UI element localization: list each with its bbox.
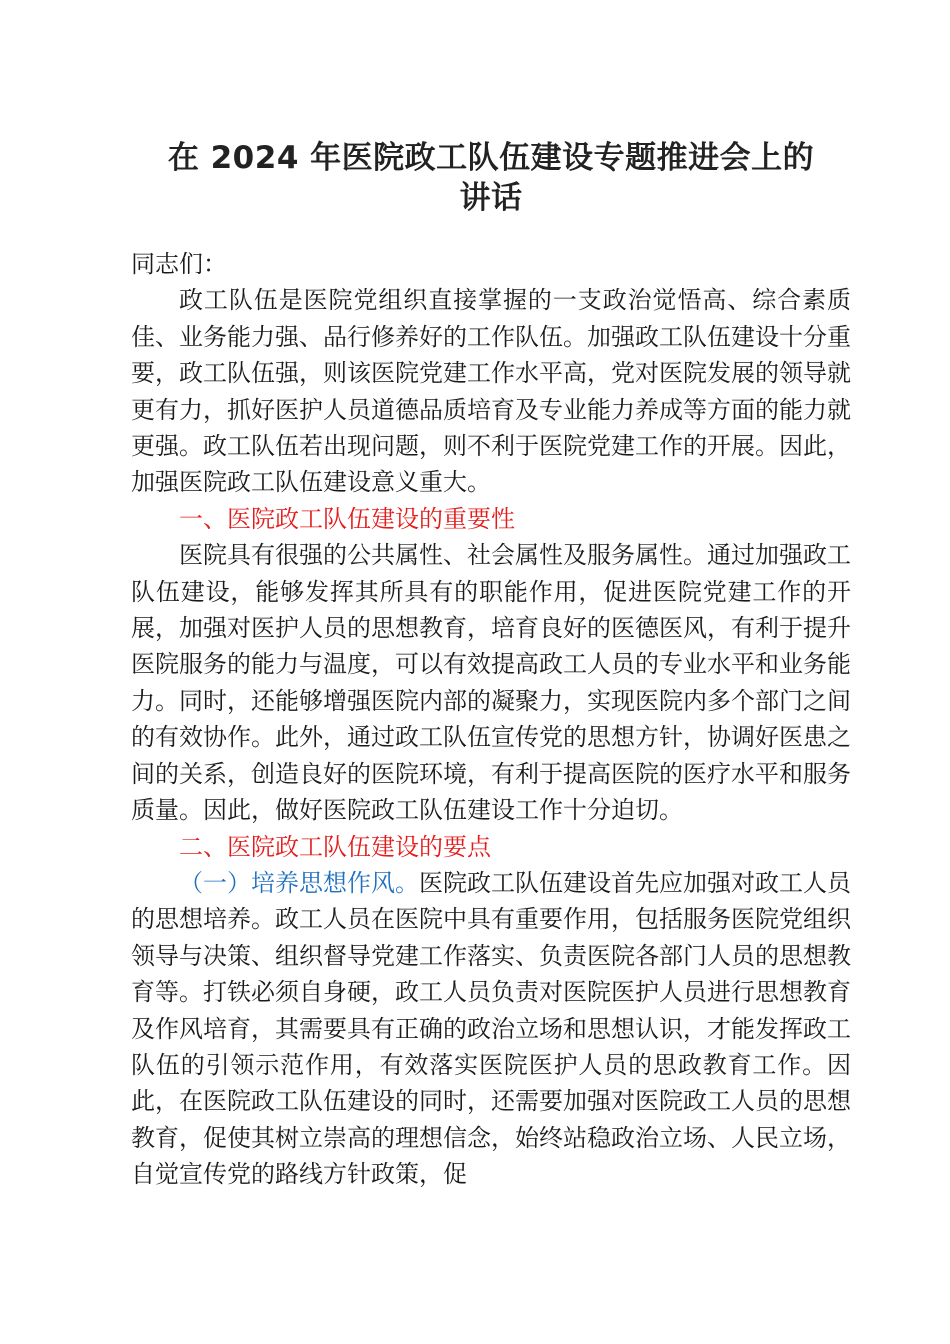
title-line-1: 在 2024 年医院政工队伍建设专题推进会上的: [167, 140, 815, 176]
subsection-1-heading: （一）培养思想作风。: [179, 868, 419, 897]
section-2-heading: 二、医院政工队伍建设的要点: [179, 832, 491, 861]
title-line-2: 讲话: [459, 180, 523, 216]
salutation: 同志们：: [131, 250, 227, 278]
subsection-1-paragraph: [131, 865, 851, 1193]
subsection-1-text: 医院政工队伍建设首先应加强对政工人员的思想培养。政工人员在医院中具有重要作用，包括服务医院党组织领导与决策、组织督导党建工作落实、负责医院各部门人员的思想教育等。打铁必须自身硬，政工人员负责对医院医护人员进行思想教育及作风培育，其需要具有正确的政治立场和思想认识，才能发挥政工队伍的引领示范作用，有效落实医院医护人员的思政教育工作。因此，在医院政工队伍建设的同时，还需要加强对医院政工人员的思想教育，促使其树立崇高的理想信念，始终站稳政治立场、人民立场，自觉宣传党的路线方针政策，促: [131, 868, 851, 1189]
document-body: [131, 246, 851, 1193]
section-1-heading: 一、医院政工队伍建设的重要性: [179, 504, 515, 533]
intro-paragraph: 政工队伍是医院党组织直接掌握的一支政治觉悟高、综合素质佳、业务能力强、品行修养好的工作队伍。加强政工队伍建设十分重要，政工队伍强，则该医院党建工作水平高，党对医院发展的领导就更有力，抓好医护人员道德品质培育及专业能力养成等方面的能力就更强。政工队伍若出现问题，则不利于医院党建工作的开展。因此，加强医院政工队伍建设意义重大。: [131, 286, 851, 497]
document-title: [131, 138, 851, 218]
document-page: [131, 138, 851, 1193]
section-1-paragraph: 医院具有很强的公共属性、社会属性及服务属性。通过加强政工队伍建设，能够发挥其所具有的职能作用，促进医院党建工作的开展，加强对医护人员的思想教育，培育良好的医德医风，有利于提升医院服务的能力与温度，可以有效提高政工人员的专业水平和业务能力。同时，还能够增强医院内部的凝聚力，实现医院内多个部门之间的有效协作。此外，通过政工队伍宣传党的思想方针，协调好医患之间的关系，创造良好的医院环境，有利于提高医院的医疗水平和服务质量。因此，做好医院政工队伍建设工作十分迫切。: [131, 541, 851, 825]
